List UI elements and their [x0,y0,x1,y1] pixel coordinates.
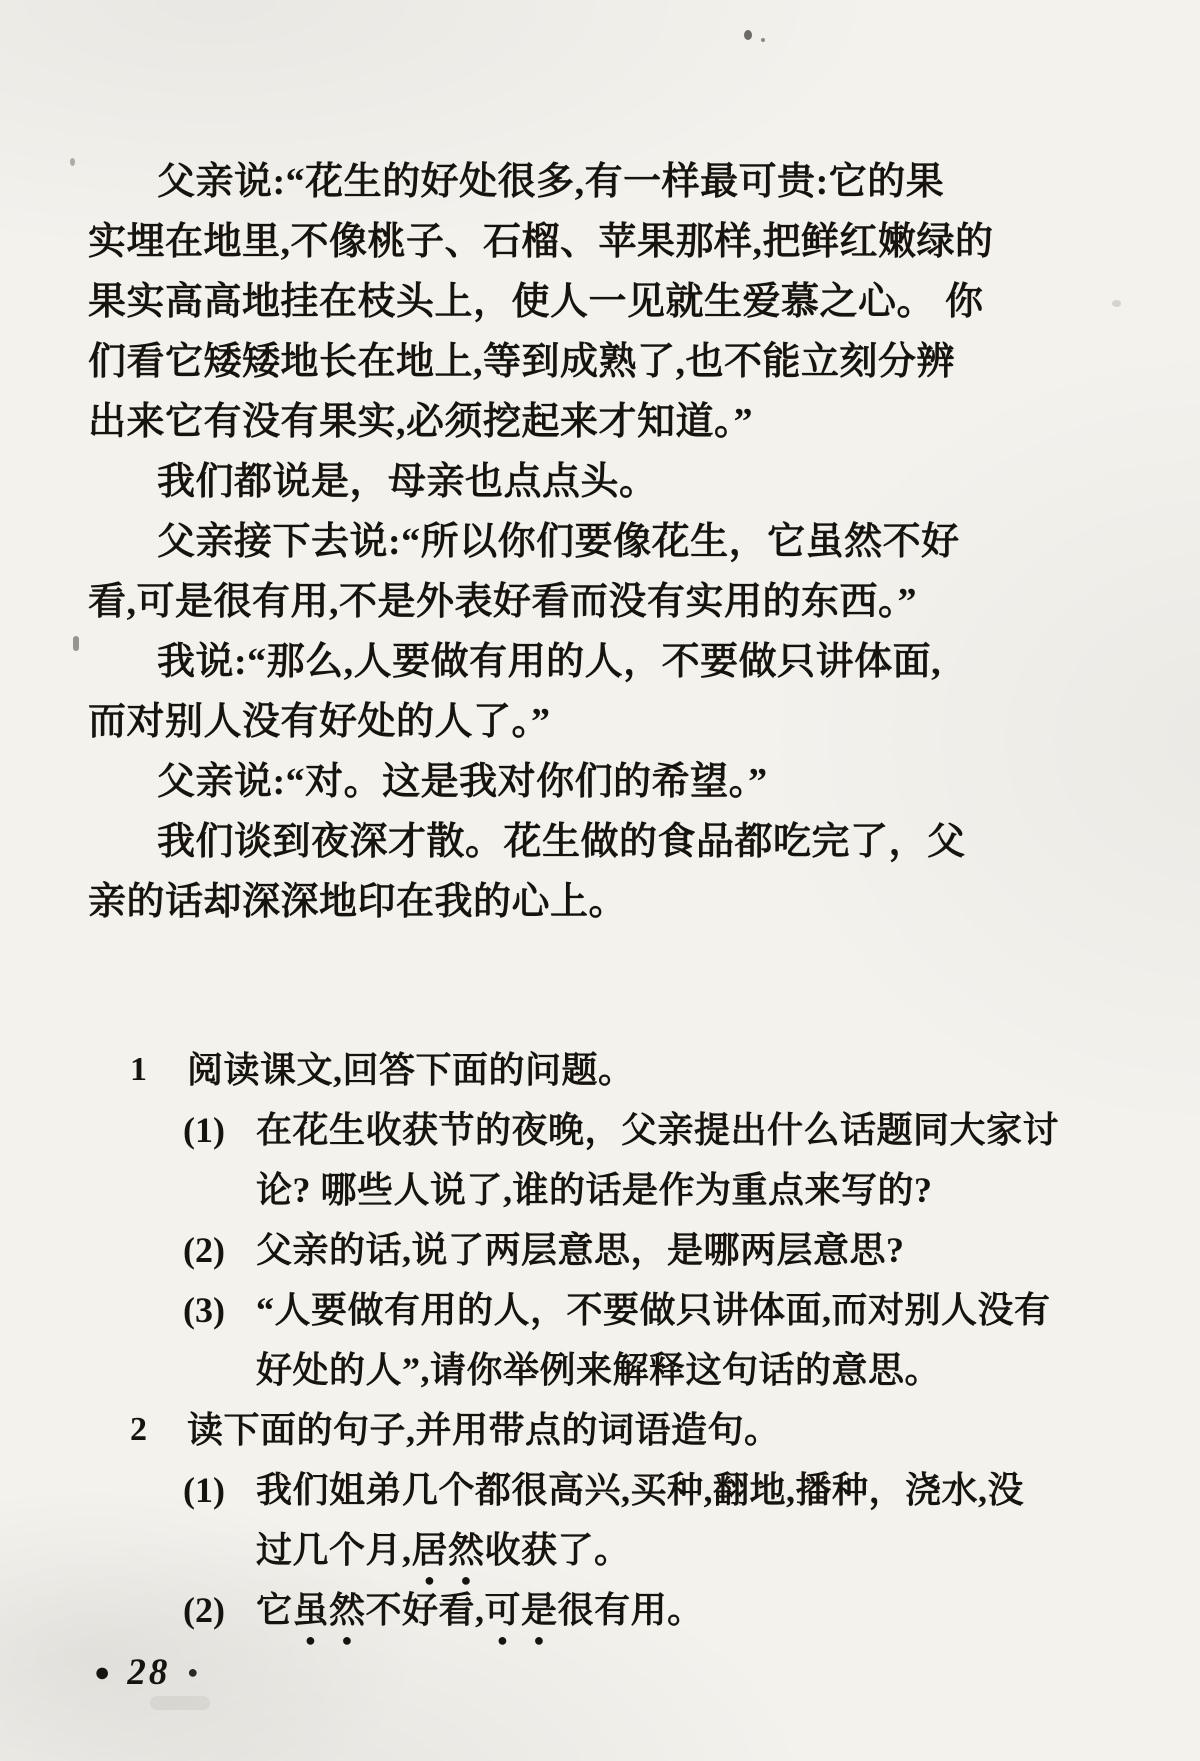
exercise-item-line [0,1280,1200,1340]
text-segment: “人要做有用的人，不要做只讲体面,而对别人没有 [256,1290,1051,1330]
item-marker: (1) [183,1110,225,1150]
exercise-text [256,1580,704,1650]
exercise-item-line [0,1100,1200,1160]
exercise-text [256,1460,1024,1520]
footer-left-dot: ● [94,1656,111,1687]
exercise-number: 1 [130,1051,147,1088]
story-line: 们看它矮矮地长在地上,等到成熟了,也不能立刻分辨 [88,341,956,383]
item-marker: (2) [183,1590,225,1630]
text-segment: 我们姐弟几个都很高兴,买种,翻地,播种，浇水,没 [256,1470,1025,1510]
story-line: 我说:“那么,人要做有用的人，不要做只讲体面, [157,641,942,683]
item-marker: (1) [183,1470,225,1510]
scan-speck [1112,300,1121,307]
item-marker: (3) [183,1290,225,1330]
text-segment: 它 [256,1590,293,1630]
story-line: 亲的话却深深地印在我的心上。 [88,881,628,923]
scan-speck [150,1696,210,1710]
exercise-item-line [0,1340,1200,1400]
exercise-item-line [0,1160,1200,1220]
exercise-text [187,1040,635,1100]
exercise-number: 2 [130,1411,147,1448]
story-line: 我们谈到夜深才散。花生做的食品都吃完了，父 [157,821,966,863]
story-line: 果实高高地挂在枝头上，使人一见就生爱慕之心。 你 [88,281,984,323]
text-segment: 过几个月, [256,1530,412,1570]
footer-right-dot: ● [187,1662,199,1682]
exercise-text [256,1340,941,1400]
story-text [88,152,1118,932]
text-segment: 不好看, [365,1590,485,1630]
story-line: 我们都说是，母亲也点点头。 [157,461,658,503]
story-line: 看,可是很有用,不是外表好看而没有实用的东西。” [88,581,918,623]
story-line: 父亲说:“花生的好处很多,有一样最可贵:它的果 [157,161,945,203]
exercise-stem-line [0,1400,1200,1460]
exercise-item-line [0,1220,1200,1280]
exercise-item-line [0,1520,1200,1580]
text-segment: 论? 哪些人说了,谁的话是作为重点来写的? [256,1170,933,1210]
text-segment: 收获了。 [484,1530,631,1570]
story-line: 父亲接下去说:“所以你们要像花生，它虽然不好 [157,521,960,563]
emphasized-word: 虽然 [292,1590,366,1630]
scan-speck [744,30,752,40]
exercise-text [256,1160,933,1220]
exercise-item-line [0,1460,1200,1520]
emphasized-word: 可是 [484,1590,558,1630]
item-marker: (2) [183,1230,225,1270]
story-line: 实埋在地里,不像桃子、石榴、苹果那样,把鲜红嫩绿的 [88,221,994,263]
page-number: 28 [127,1651,171,1693]
exercise-text [256,1280,1051,1340]
page-footer [94,1648,198,1696]
text-segment: 父亲的话,说了两层意思，是哪两层意思? [256,1230,905,1270]
text-segment: 好处的人”,请你举例来解释这句话的意思。 [256,1350,942,1390]
text-segment: 在花生收获节的夜晚，父亲提出什么话题同大家讨 [256,1110,1060,1150]
scan-speck [761,38,765,42]
story-line: 出来它有没有果实,必须挖起来才知道。” [88,401,754,443]
exercise-text [256,1100,1059,1160]
text-segment: 读下面的句子,并用带点的词语造句。 [187,1410,781,1450]
exercise-item-line [0,1580,1200,1640]
scan-speck [70,158,75,166]
scan-speck [73,636,79,651]
exercise-text [187,1400,781,1460]
emphasized-word: 居然 [411,1530,485,1570]
text-segment: 很有用。 [557,1590,704,1630]
text-segment: 阅读课文,回答下面的问题。 [187,1050,635,1090]
exercise-stem-line [0,1040,1200,1100]
story-line: 父亲说:“对。这是我对你们的希望。” [157,761,768,803]
story-line: 而对别人没有好处的人了。” [88,701,551,743]
exercise-section [0,1040,1200,1640]
exercise-text [256,1220,905,1280]
